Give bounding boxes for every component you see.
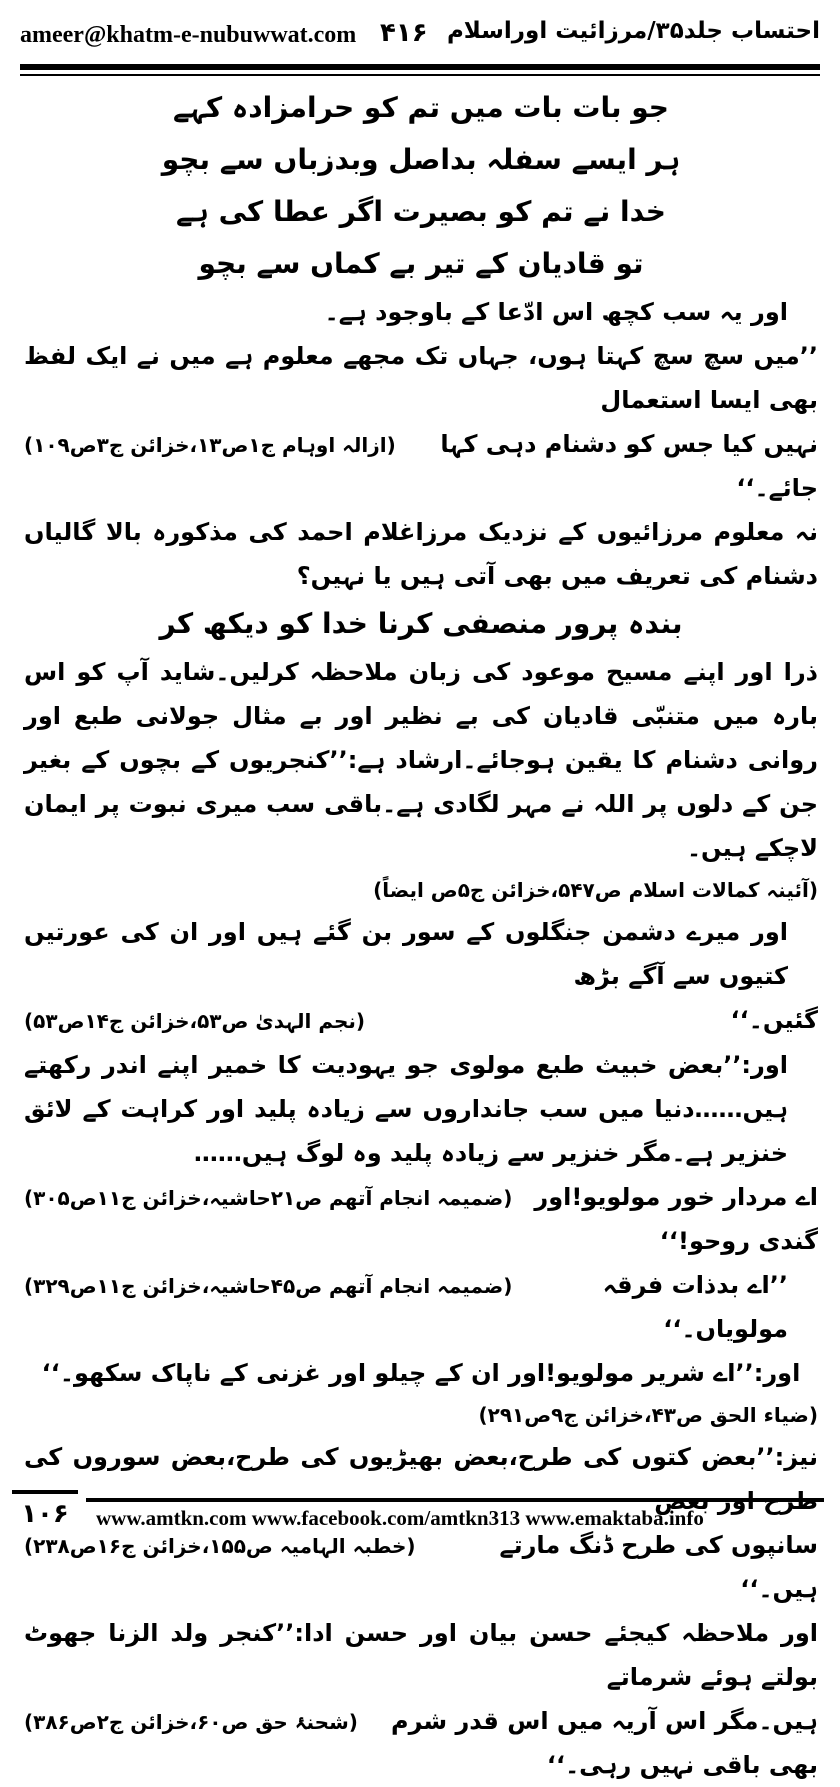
- header-rule-thick: [20, 64, 820, 70]
- footer-rule: [86, 1498, 824, 1502]
- citation: (خطبہ الہامیہ ص۱۵۵،خزائن ج۱۶ص۲۳۸): [24, 1534, 416, 1558]
- paragraph: اور ملاحظہ کیجئے حسن بیان اور حسن ادا:’’کنجر ولد الزنا جھوٹ بولتے ہوئے شرماتے: [24, 1619, 818, 1691]
- quote-line: ’’اے بدذات فرقہ مولویاں۔‘‘: [602, 1271, 788, 1343]
- footer-page-number: ۱۰۶: [12, 1490, 78, 1538]
- header-book-title: احتساب جلد۳۵/مرزائیت اوراسلام: [446, 18, 820, 44]
- citation: (ازالہ اوہام ج۱ص۱۳،خزائن ج۳ص۱۰۹): [24, 433, 396, 457]
- paragraph: نیز:’’بعض کتوں کی طرح،بعض بھیڑیوں کی طرح،بعض سوروں کی: [24, 1443, 818, 1471]
- verse-line: خدا نے تم کو بصیرت اگر عطا کی ہے: [176, 195, 666, 228]
- header-email: ameer@khatm-e-nubuwwat.com: [20, 22, 357, 48]
- verse-line: جو بات بات میں تم کو حرامزادہ کہے: [173, 91, 669, 124]
- intro-text: اور یہ سب کچھ اس ادّعا کے باوجود ہے۔: [324, 298, 788, 326]
- quote-line: ’’میں سچ سچ کہتا ہوں، جہاں تک مجھے معلوم ہے میں نے ایک لفظ بھی ایسا استعمال: [24, 342, 818, 414]
- citation: (ضمیمہ انجام آتھم ص۲۱حاشیہ،خزائن ج۱۱ص۳۰۵): [24, 1186, 513, 1210]
- quote-line: گئیں۔‘‘: [730, 1006, 818, 1034]
- header-page-number: ۴۱۶: [380, 18, 428, 48]
- citation: (آئینہ کمالات اسلام ص۵۴۷،خزائن ج۵ص ایضاً): [373, 878, 818, 902]
- quote-ref-line: [24, 422, 818, 510]
- quote-ref-line: [24, 998, 818, 1043]
- verse-line: ہر ایسے سفلہ بداصل وبدزباں سے بچو: [161, 143, 681, 176]
- quote-ref-line: [24, 1175, 818, 1263]
- paragraph: اور:’’بعض خبیث طبع مولوی جو یہودیت کا خمیر اپنے اندر رکھتے ہیں……دنیا میں سب جانداروں سے زیادہ پلید اور کراہت کے لائق خنزیر ہے۔مگر خنزیر سے زیادہ پلید وہ لوگ ہیں……: [24, 1051, 788, 1167]
- citation: (نجم الہدیٰ ص۵۳،خزائن ج۱۴ص۵۳): [24, 1009, 366, 1033]
- quote-line: سانپوں کی طرح ڈنگ مارتے ہیں۔‘‘: [499, 1531, 818, 1603]
- quote-ref-line: [24, 1263, 818, 1351]
- citation: (شحنۂ حق ص۶۰،خزائن ج۲ص۳۸۶): [24, 1710, 358, 1734]
- paragraph: اور میرے دشمن جنگلوں کے سور بن گئے ہیں اور ان کی عورتیں کتیوں سے آگے بڑھ: [24, 918, 788, 990]
- citation: (ضمیمہ انجام آتھم ص۴۵حاشیہ،خزائن ج۱۱ص۳۲۹): [24, 1274, 513, 1298]
- footer-links[interactable]: www.amtkn.com www.facebook.com/amtkn313 www.emaktaba.info: [96, 1506, 704, 1530]
- quote-line: نہیں کیا جس کو دشنام دہی کہا جائے۔‘‘: [440, 430, 818, 502]
- quote-ref-line: [24, 1699, 818, 1787]
- page-footer: [0, 1490, 840, 1540]
- header-rule-thin: [20, 74, 820, 76]
- verse-line: تو قادیان کے تیر بے کماں سے بچو: [198, 247, 644, 280]
- paragraph: ذرا اور اپنے مسیح موعود کی زبان ملاحظہ کرلیں۔شاید آپ کو اس بارہ میں متنبّی قادیان کی بے نظیر اور بے مثال جولانی طبع اور روانی دشنام کا یقین ہوجائے۔ارشاد ہے:’’کنجریوں کے بچوں کے بغیر جن کے دلوں پر اللہ نے مہر لگادی ہے۔باقی سب میری نبوت پر ایمان لاچکے ہیں۔: [24, 658, 818, 862]
- quote-line: اے مردار خور مولویو!اور گندی روحو!‘‘: [534, 1183, 818, 1255]
- quote-line: ہیں۔مگر اس آریہ میں اس قدر شرم بھی باقی نہیں رہی۔‘‘: [391, 1707, 818, 1779]
- page-header: [0, 0, 840, 64]
- citation: (ضیاء الحق ص۴۳،خزائن ج۹ص۲۹۱): [478, 1403, 818, 1427]
- quote-line: اور:’’اے شریر مولویو!اور ان کے چیلو اور غزنی کے ناپاک سکھو۔‘‘: [41, 1359, 801, 1387]
- question-text: نہ معلوم مرزائیوں کے نزدیک مرزاغلام احمد کی مذکورہ بالا گالیاں دشنام کی تعریف میں بھی آتی ہیں یا نہیں؟: [24, 518, 818, 590]
- verse-line: بندہ پرور منصفی کرنا خدا کو دیکھ کر: [159, 607, 683, 640]
